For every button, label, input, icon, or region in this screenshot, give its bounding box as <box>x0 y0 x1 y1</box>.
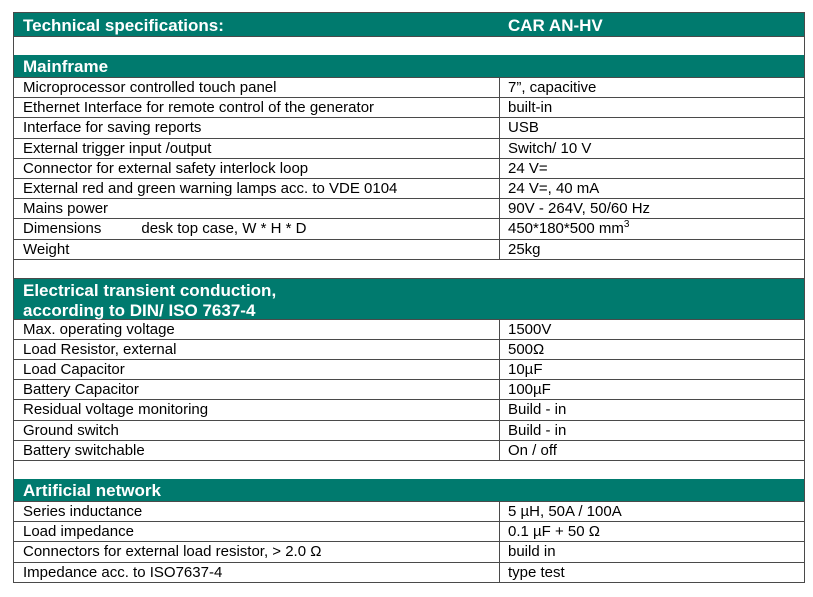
column-divider <box>499 440 500 461</box>
row-label-text: Ground switch <box>23 421 119 439</box>
column-divider <box>499 178 500 199</box>
spacer-row <box>13 461 805 479</box>
section-header-transient <box>13 278 805 320</box>
row-label <box>23 441 145 461</box>
row-label-text: External trigger input /output <box>23 139 212 157</box>
row-label <box>23 522 134 542</box>
table-row <box>13 563 805 583</box>
row-label-extra: desk top case, W * H * D <box>141 220 307 238</box>
table-row <box>13 340 805 360</box>
table-row <box>13 502 805 522</box>
row-value-text: 24 V=, 40 mA <box>508 179 600 197</box>
row-label-text: Mains power <box>23 200 109 218</box>
model-name: CAR AN-HV <box>508 16 603 35</box>
table-row <box>13 522 805 542</box>
row-value-text: 450*180*500 mm <box>508 220 624 238</box>
row-label-text: Load Resistor, external <box>23 340 177 358</box>
row-label-text: Connector for external safety interlock loop <box>23 159 309 177</box>
column-divider <box>499 420 500 441</box>
column-divider <box>499 359 500 380</box>
row-value <box>508 400 566 420</box>
row-label-text: Dimensions <box>23 220 102 238</box>
section-title-line2: according to DIN/ ISO 7637-4 <box>23 300 256 320</box>
row-value-text: Build - in <box>508 421 567 439</box>
row-value-text: type test <box>508 563 565 581</box>
column-divider <box>499 319 500 340</box>
row-label <box>23 320 175 340</box>
row-value <box>508 421 566 441</box>
row-value <box>508 199 650 219</box>
row-value <box>508 118 539 138</box>
row-value-text: 7”, capacitive <box>508 79 597 96</box>
table-row <box>13 199 805 219</box>
transient-rows <box>13 320 805 461</box>
row-value <box>508 360 543 380</box>
row-value-text: 100µF <box>508 381 551 399</box>
row-label-text: Impedance acc. to ISO7637-4 <box>23 563 223 581</box>
row-label <box>23 360 125 380</box>
spacer-row <box>13 37 805 55</box>
table-row <box>13 320 805 340</box>
row-value <box>508 240 541 260</box>
table-row <box>13 542 805 562</box>
row-label <box>23 502 142 522</box>
row-label <box>23 78 276 98</box>
column-divider <box>499 239 500 260</box>
row-label-text: Residual voltage monitoring <box>23 401 209 419</box>
row-value <box>508 522 600 542</box>
table-row <box>13 360 805 380</box>
row-value <box>508 542 556 562</box>
table-title: Technical specifications: <box>23 16 224 35</box>
row-value <box>508 219 629 239</box>
row-value-text: 1500V <box>508 320 552 338</box>
row-label-text: Interface for saving reports <box>23 119 202 137</box>
row-value <box>508 159 548 179</box>
row-label <box>23 240 69 260</box>
table-header <box>13 12 805 37</box>
row-label <box>23 98 374 118</box>
row-value <box>508 563 565 583</box>
row-value <box>508 502 622 522</box>
row-value-text: 5 µH, 50A / 100A <box>508 503 622 520</box>
row-value <box>508 98 552 118</box>
table-row <box>13 240 805 260</box>
row-value-text: 25kg <box>508 240 541 258</box>
row-label-text: Load Capacitor <box>23 361 125 379</box>
network-rows <box>13 502 805 583</box>
row-value <box>508 380 551 400</box>
spec-table <box>13 12 805 583</box>
row-label <box>23 199 108 219</box>
row-value-text: built-in <box>508 99 553 117</box>
row-label <box>23 118 201 138</box>
row-label <box>23 421 119 441</box>
row-value <box>508 179 599 199</box>
row-label-text: Connectors for external load resistor, > 2.0 Ω <box>23 543 322 561</box>
row-value-text: USB <box>508 119 539 137</box>
table-row <box>13 159 805 179</box>
row-value-text: 10µF <box>508 361 543 379</box>
column-divider <box>499 158 500 179</box>
row-label-text: Series inductance <box>23 503 143 520</box>
row-value-text: 500Ω <box>508 340 545 358</box>
row-label <box>23 380 139 400</box>
spacer-row <box>13 260 805 278</box>
mainframe-rows <box>13 78 805 260</box>
column-divider <box>499 379 500 400</box>
column-divider <box>499 218 500 239</box>
row-value-text: 24 V= <box>508 159 548 177</box>
row-label-text: Microprocessor controlled touch panel <box>23 79 277 96</box>
row-value <box>508 78 596 98</box>
table-row <box>13 380 805 400</box>
table-row <box>13 421 805 441</box>
section-title: Artificial network <box>23 481 161 500</box>
table-row <box>13 98 805 118</box>
row-label-text: External red and green warning lamps acc. to VDE 0104 <box>23 179 398 197</box>
row-label <box>23 400 208 420</box>
row-label <box>23 159 308 179</box>
row-label <box>23 179 397 199</box>
column-divider <box>499 521 500 542</box>
row-value-text: Build - in <box>508 401 567 419</box>
row-value-text: 0.1 µF + 50 Ω <box>508 523 600 541</box>
row-label-text: Weight <box>23 240 70 258</box>
row-label-text: Battery Capacitor <box>23 381 139 399</box>
table-row <box>13 118 805 138</box>
table-row <box>13 219 805 239</box>
row-label <box>23 139 211 159</box>
column-divider <box>499 138 500 159</box>
row-value-text: build in <box>508 543 556 561</box>
section-title-line1: Electrical transient conduction, <box>23 280 277 300</box>
section-header-network <box>13 479 805 502</box>
row-value <box>508 441 557 461</box>
row-label-text: Max. operating voltage <box>23 320 175 338</box>
row-value-text: 90V - 264V, 50/60 Hz <box>508 200 651 218</box>
row-label <box>23 340 176 360</box>
column-divider <box>499 77 500 98</box>
column-divider <box>499 117 500 138</box>
section-title: Mainframe <box>23 57 109 76</box>
table-row <box>13 78 805 98</box>
row-value <box>508 340 544 360</box>
table-row <box>13 441 805 461</box>
column-divider <box>499 562 500 583</box>
column-divider <box>499 198 500 219</box>
row-value-superscript: 3 <box>623 219 630 231</box>
section-title <box>23 281 276 321</box>
column-divider <box>499 97 500 118</box>
row-label-text: Battery switchable <box>23 441 145 459</box>
column-divider <box>499 339 500 360</box>
row-value <box>508 320 551 340</box>
row-value-text: On / off <box>508 441 557 459</box>
column-divider <box>499 399 500 420</box>
row-value <box>508 139 591 159</box>
row-label <box>23 563 222 583</box>
table-row <box>13 179 805 199</box>
column-divider <box>499 541 500 562</box>
row-label-text: Ethernet Interface for remote control of the generator <box>23 99 375 117</box>
column-divider <box>499 501 500 522</box>
row-value-text: Switch/ 10 V <box>508 139 592 157</box>
section-header-mainframe <box>13 55 805 78</box>
row-label <box>23 542 321 562</box>
table-row <box>13 400 805 420</box>
table-row <box>13 139 805 159</box>
row-label-text: Load impedance <box>23 523 134 541</box>
row-label <box>23 219 306 239</box>
